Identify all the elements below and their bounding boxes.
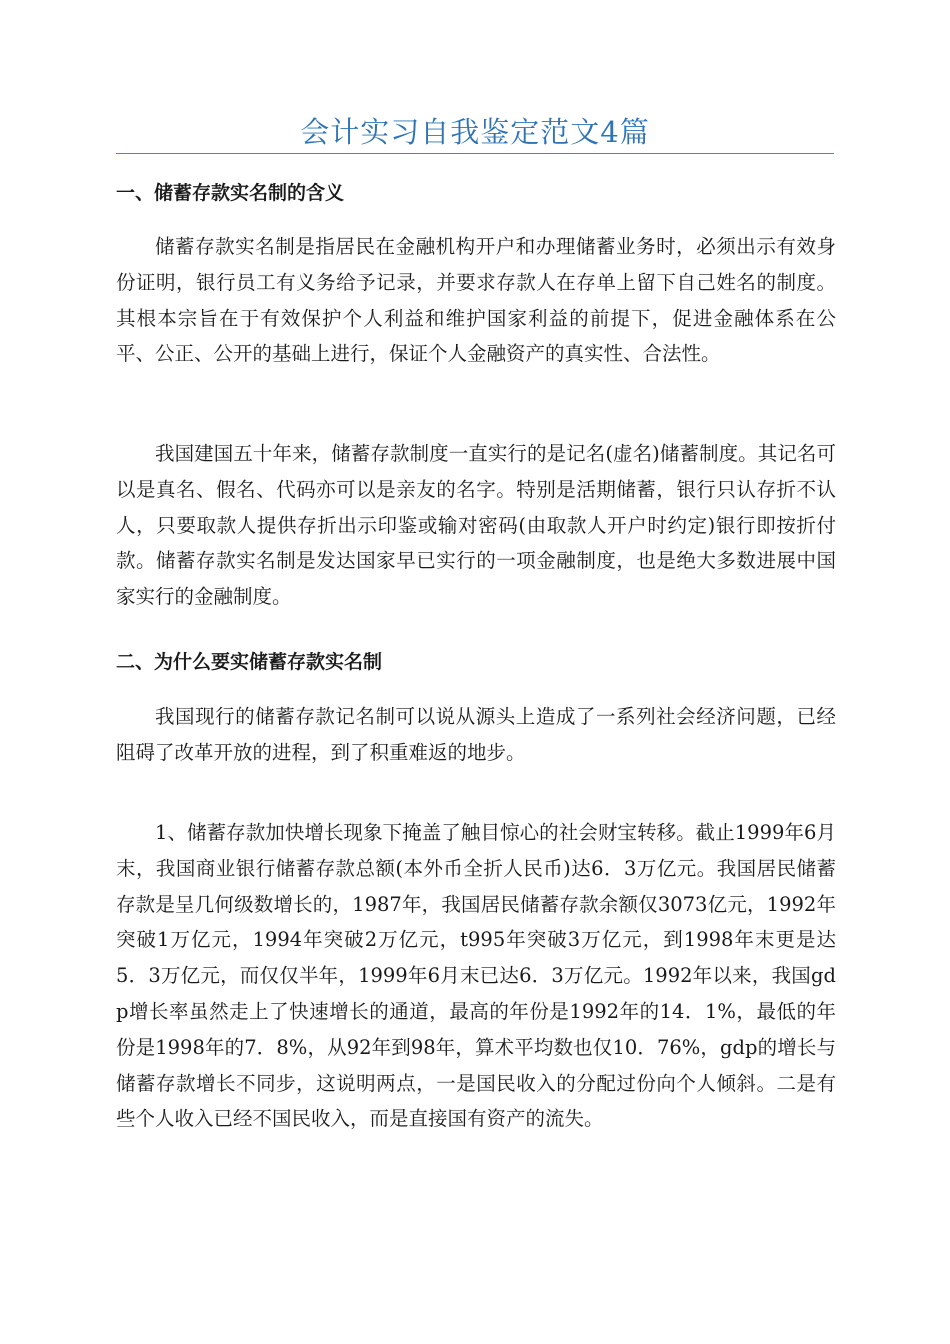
section-2-paragraph-2 [116, 815, 836, 1137]
section-heading-2: 二、为什么要实储蓄存款实名制 [116, 651, 383, 673]
title-underline [116, 153, 834, 154]
document-title: 会计实习自我鉴定范文4篇 [300, 115, 650, 149]
section-1-paragraph-1 [116, 229, 836, 372]
section-heading-1: 一、储蓄存款实名制的含义 [116, 182, 345, 204]
paragraph: 我国建国五十年来，储蓄存款制度一直实行的是记名(虚名)储蓄制度。其记名可以是真名、假名、代码亦可以是亲友的名字。特别是活期储蓄，银行只认存折不认人，只要取款人提供存折出示印鉴或输对密码(由取款人开户时约定)银行即按折付款。储蓄存款实名制是发达国家早已实行的一项金融制度，也是绝大多数进展中国家实行的金融制度。 [116, 442, 836, 609]
section-1-paragraph-2 [116, 436, 836, 615]
paragraph: 1、储蓄存款加快增长现象下掩盖了触目惊心的社会财宝转移。截止1999年6月末，我国商业银行储蓄存款总额(本外币全折人民币)达6．3万亿元。我国居民储蓄存款是呈几何级数增长的，1987年，我国居民储蓄存款余额仅3073亿元，1992年突破1万亿元，1994年突破2万亿元，t995年突破3万亿元，到1998年末更是达5．3万亿元，而仅仅半年，1999年6月末已达6．3万亿元。1992年以来，我国gdp增长率虽然走上了快速增长的通道，最高的年份是1992年的14．1%，最低的年份是1998年的7．8%，从92年到98年，算术平均数也仅10．76%，gdp的增长与储蓄存款增长不同步，这说明两点，一是国民收入的分配过份向个人倾斜。二是有些个人收入已经不国民收入，而是直接国有资产的流失。 [116, 821, 836, 1131]
paragraph: 储蓄存款实名制是指居民在金融机构开户和办理储蓄业务时，必须出示有效身份证明，银行员工有义务给予记录，并要求存款人在存单上留下自己姓名的制度。其根本宗旨在于有效保护个人利益和维护国家利益的前提下，促进金融体系在公平、公正、公开的基础上进行，保证个人金融资产的真实性、合法性。 [116, 235, 836, 366]
paragraph: 我国现行的储蓄存款记名制可以说从源头上造成了一系列社会经济问题，已经阻碍了改革开放的进程，到了积重难返的地步。 [116, 705, 836, 764]
section-2-paragraph-1 [116, 699, 836, 771]
